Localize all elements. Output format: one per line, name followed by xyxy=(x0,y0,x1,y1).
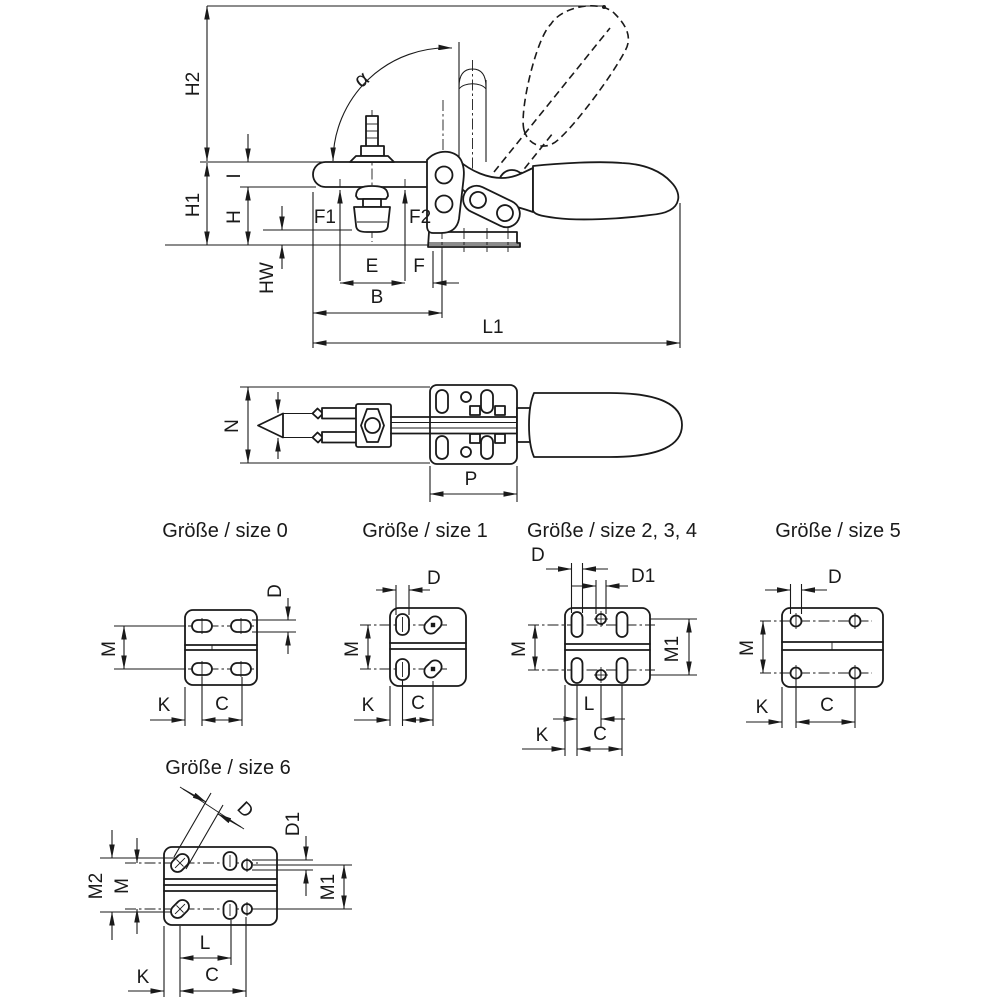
dim-label-m: M xyxy=(112,878,133,894)
size-6-title: Größe / size 6 xyxy=(165,757,291,779)
dim-label-m: M xyxy=(342,641,363,657)
dim-label-k: K xyxy=(755,697,769,718)
dim-label-k: K xyxy=(136,967,150,988)
dim-label-h: H xyxy=(224,210,245,224)
dim-label-m: M xyxy=(99,641,120,657)
dim-label-c: C xyxy=(593,724,607,745)
dim-d xyxy=(183,789,206,802)
raised-handle-grip-outline xyxy=(523,6,628,146)
size-6-view xyxy=(86,757,352,997)
dim-label-e: E xyxy=(365,256,379,277)
slot-hole xyxy=(481,436,493,459)
bar-tip-top-view xyxy=(258,414,283,438)
size-234-title: Größe / size 2, 3, 4 xyxy=(526,520,698,542)
spindle-stud xyxy=(366,116,378,148)
dim-label-c: C xyxy=(205,965,219,986)
dim-label-d: D xyxy=(828,567,842,588)
slot-hole xyxy=(572,658,583,683)
dim-label-l: L xyxy=(583,694,595,715)
dim-label-c: C xyxy=(411,693,425,714)
size-1-title: Größe / size 1 xyxy=(362,520,488,542)
size-5-title: Größe / size 5 xyxy=(775,520,901,542)
top-view xyxy=(222,385,682,502)
round-hole xyxy=(461,447,471,457)
dim-label-m: M xyxy=(509,641,530,657)
side-view xyxy=(165,5,680,348)
dim-label-p: P xyxy=(464,469,478,490)
pivot-hole-upper xyxy=(436,167,453,184)
dim-label-d1: D1 xyxy=(631,566,656,587)
size-0-title: Größe / size 0 xyxy=(162,520,288,542)
dim-label-c: C xyxy=(820,695,834,716)
dim-label-d: D xyxy=(232,797,258,823)
dim-label-m: M xyxy=(737,640,758,656)
dim-label-f1: F1 xyxy=(313,207,336,228)
u-bar-prong xyxy=(322,432,357,443)
dim-label-l1: L1 xyxy=(482,317,504,338)
slot-hole xyxy=(572,612,583,637)
handle-grip-top-view xyxy=(529,393,682,457)
dim-label-d: D xyxy=(531,545,545,566)
handle-grip xyxy=(533,162,678,219)
size-0-view xyxy=(99,520,296,726)
dim-label-i: I xyxy=(224,173,245,179)
dim-label-d: D xyxy=(265,584,286,598)
spindle-circle xyxy=(365,418,380,433)
pad-dome xyxy=(356,186,388,199)
dim-label-k: K xyxy=(157,695,171,716)
round-hole xyxy=(461,392,471,402)
dim-label-f: F xyxy=(413,256,425,277)
dim-label-m1: M1 xyxy=(318,873,339,901)
pivot-bracket xyxy=(427,152,464,233)
u-bar-prong xyxy=(322,408,357,419)
dim-label-f2: F2 xyxy=(409,207,432,228)
dim-label-k: K xyxy=(361,695,375,716)
size-5-view xyxy=(737,520,901,728)
slot-hole xyxy=(617,612,628,637)
pivot-hole-lower xyxy=(436,196,453,213)
slot-hole xyxy=(481,390,493,413)
dim-label-d: D xyxy=(427,568,441,589)
size-234-view xyxy=(509,520,697,756)
dim-label-m1: M1 xyxy=(662,635,683,663)
dim-label-h1: H1 xyxy=(183,192,204,218)
spindle-flange xyxy=(350,156,394,162)
dim-label-b: B xyxy=(370,287,384,308)
dim-label-k: K xyxy=(535,725,549,746)
slot-hole xyxy=(436,436,448,459)
size-1-view xyxy=(342,520,488,726)
alpha-angle-arc xyxy=(333,48,452,161)
dim-label-c: C xyxy=(215,694,229,715)
pressure-foot xyxy=(354,207,390,232)
dim-label-m2: M2 xyxy=(86,872,107,900)
pad-stem xyxy=(363,199,381,207)
dim-label-alpha: α xyxy=(349,66,374,93)
spindle-nut xyxy=(361,146,384,156)
dim-label-d1: D1 xyxy=(283,811,304,837)
slot-hole xyxy=(617,658,628,683)
clamp-bar xyxy=(313,162,436,187)
dim-label-h2: H2 xyxy=(183,71,204,97)
dim-label-hw: HW xyxy=(257,262,278,294)
slot-hole xyxy=(436,390,448,413)
dim-label-l: L xyxy=(199,933,211,954)
dim-label-n: N xyxy=(222,419,243,433)
